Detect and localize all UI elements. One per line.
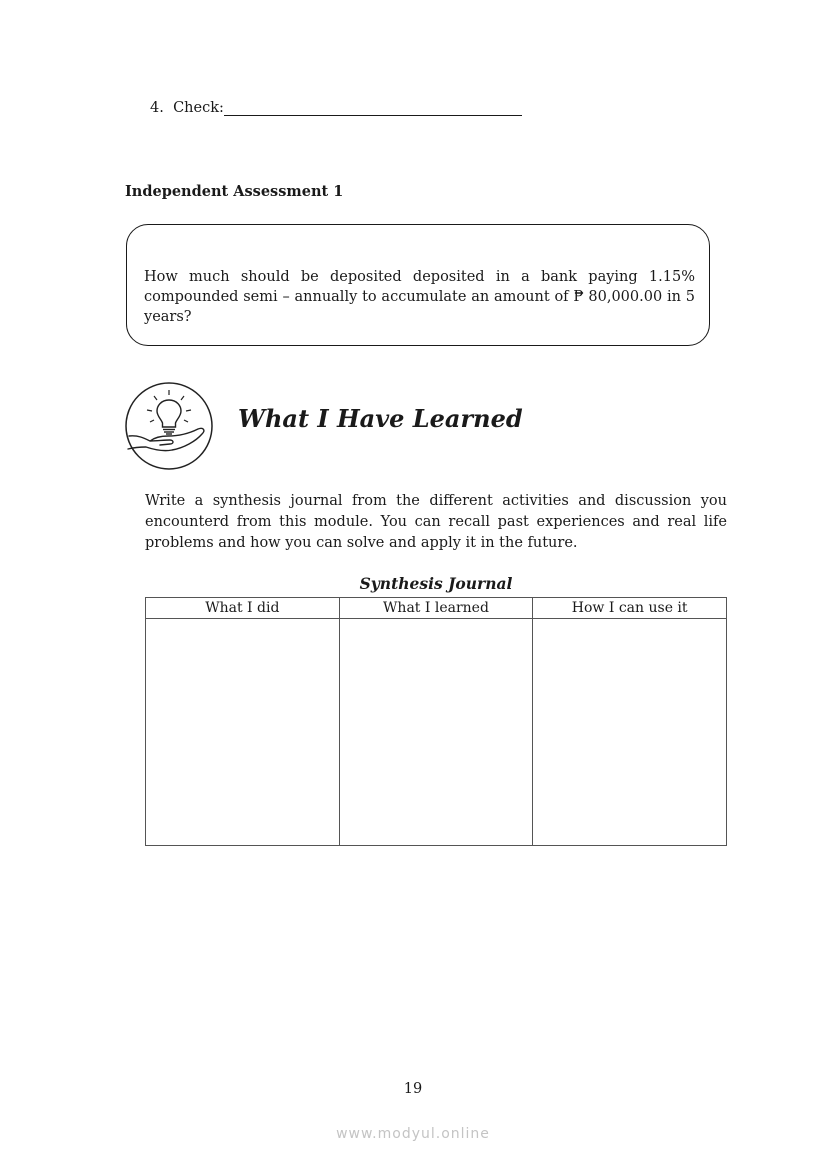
synthesis-journal-table xyxy=(145,597,727,846)
lightbulb-in-hand-icon xyxy=(124,381,214,471)
page-number: 19 xyxy=(403,1081,423,1097)
check-item xyxy=(150,100,522,116)
watermark: www.modyul.online xyxy=(336,1126,490,1142)
check-item-label: Check: xyxy=(173,100,224,116)
table-header-row xyxy=(146,598,727,619)
table-row xyxy=(146,619,727,846)
column-header-what-i-did: What I did xyxy=(146,598,340,619)
independent-assessment-heading: Independent Assessment 1 xyxy=(125,183,344,200)
answer-cell-how-i-can-use-it[interactable] xyxy=(533,619,727,846)
column-header-how-i-can-use-it: How I can use it xyxy=(533,598,727,619)
check-answer-line xyxy=(224,100,522,116)
answer-cell-what-i-did[interactable] xyxy=(146,619,340,846)
question-text: How much should be deposited deposited in a bank paying 1.15% compounded semi – annually to accumulate an amount of ₱ 80,000.00 in 5 years? xyxy=(144,269,695,325)
answer-cell-what-i-learned[interactable] xyxy=(339,619,533,846)
check-item-number: 4. xyxy=(150,100,164,116)
synthesis-instructions: Write a synthesis journal from the different activities and discussion you encounterd from this module. You can recall past experiences and real life problems and how you can solve and apply it in the future. xyxy=(145,493,727,551)
column-header-what-i-learned: What I learned xyxy=(339,598,533,619)
synthesis-journal-title: Synthesis Journal xyxy=(359,574,513,593)
question-box xyxy=(126,224,710,346)
lesson-section-title: What I Have Learned xyxy=(238,404,523,433)
